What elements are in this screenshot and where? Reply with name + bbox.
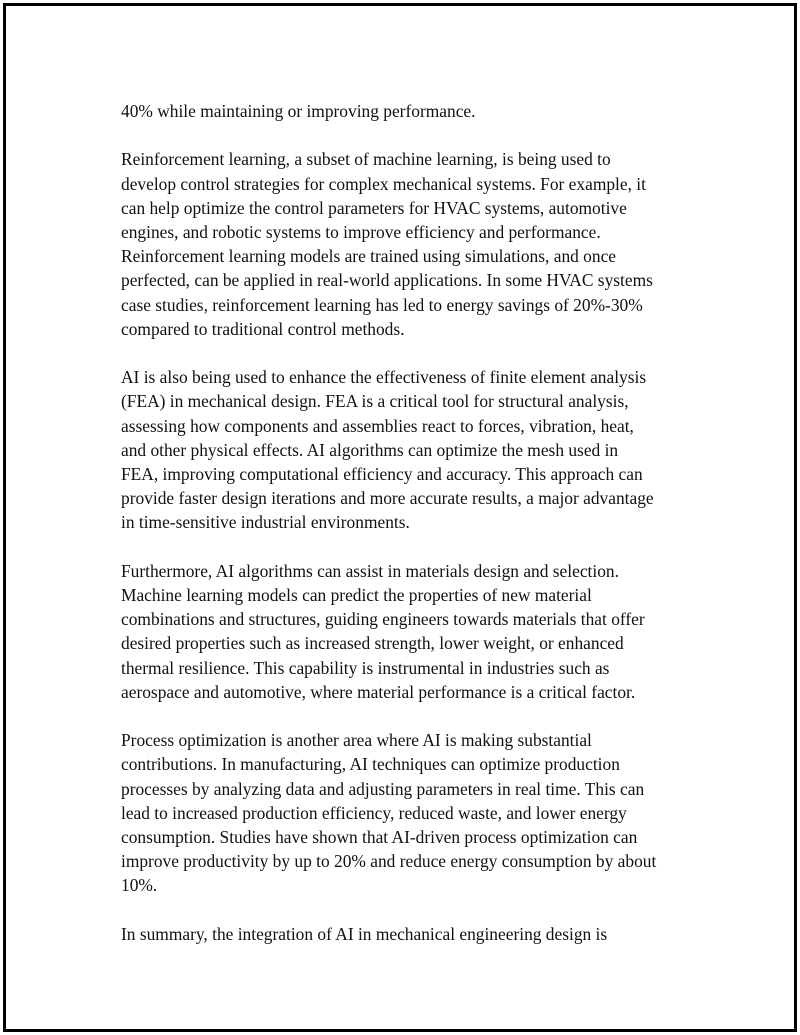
document-body <box>121 99 706 970</box>
paragraph-2: Reinforcement learning, a subset of machine learning, is being used to develop control strategies for complex mechanical systems. For example, it can help optimize the control parameters for HVAC systems, automotive engines, and robotic systems to improve efficiency and performance. Reinforcement learning models are trained using simulations, and once perfected, can be applied in real-world applications. In some HVAC systems case studies, reinforcement learning has led to energy savings of 20%-30% compared to traditional control methods. <box>121 149 653 339</box>
page-border <box>3 3 797 1032</box>
paragraph-4: Furthermore, AI algorithms can assist in materials design and selection. Machine learning models can predict the properties of new material combinations and structures, guiding engineers towards materials that offer desired properties such as increased strength, lower weight, or enhanced thermal resilience. This capability is instrumental in industries such as aerospace and automotive, where material performance is a critical factor. <box>121 560 645 702</box>
paragraph-6: In summary, the integration of AI in mechanical engineering design is <box>121 923 608 944</box>
paragraph-3: AI is also being used to enhance the effectiveness of finite element analysis (FEA) in mechanical design. FEA is a critical tool for structural analysis, assessing how components and assemblies react to forces, vibration, heat, and other physical effects. AI algorithms can optimize the mesh used in FEA, improving computational efficiency and accuracy. This approach can provide faster design iterations and more accurate results, a major advantage in time-sensitive industrial environments. <box>121 367 654 533</box>
paragraph-5: Process optimization is another area where AI is making substantial contributions. In manufacturing, AI techniques can optimize production processes by analyzing data and adjusting parameters in real time. This can lead to increased production efficiency, reduced waste, and lower energy consumption. Studies have shown that AI-driven process optimization can improve productivity by up to 20% and reduce energy consumption by about 10%. <box>121 730 657 896</box>
paragraph-1: 40% while maintaining or improving performance. <box>121 101 476 121</box>
